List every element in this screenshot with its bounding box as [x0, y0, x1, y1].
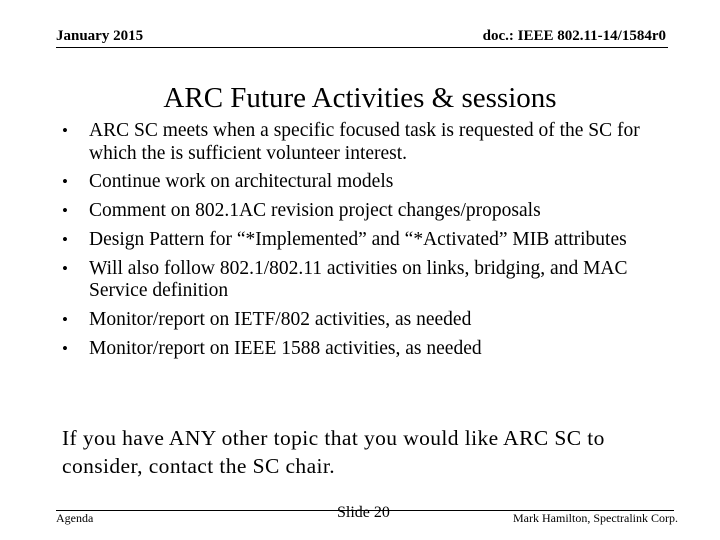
header-doc-id: doc.: IEEE 802.11-14/1584r0 [482, 28, 666, 44]
bullet-item: • Monitor/report on IEEE 1588 activities, as needed [62, 338, 662, 361]
bullet-item: • Will also follow 802.1/802.11 activities on links, bridging, and MAC Service definition [62, 258, 662, 303]
bullet-item: • Monitor/report on IETF/802 activities, as needed [62, 309, 662, 332]
slide-number: Slide 20 [337, 504, 390, 521]
bullet-list [62, 120, 662, 366]
closing-statement: If you have ANY other topic that you would like ARC SC to consider, contact the SC chair. [62, 426, 605, 478]
slide-title: ARC Future Activities & sessions [163, 82, 557, 114]
bullet-item: • Continue work on architectural models [62, 171, 662, 194]
bullet-item: • Comment on 802.1AC revision project changes/proposals [62, 200, 662, 223]
bullet-item: • Design Pattern for “*Implemented” and “*Activated” MIB attributes [62, 229, 662, 252]
header-divider [56, 47, 668, 48]
footer-agenda: Agenda [56, 511, 94, 525]
footer-author: Mark Hamilton, Spectralink Corp. [513, 511, 678, 525]
bullet-item: • ARC SC meets when a specific focused task is requested of the SC for which the is sufficient volunteer interest. [62, 120, 662, 165]
header-date: January 2015 [56, 28, 144, 44]
